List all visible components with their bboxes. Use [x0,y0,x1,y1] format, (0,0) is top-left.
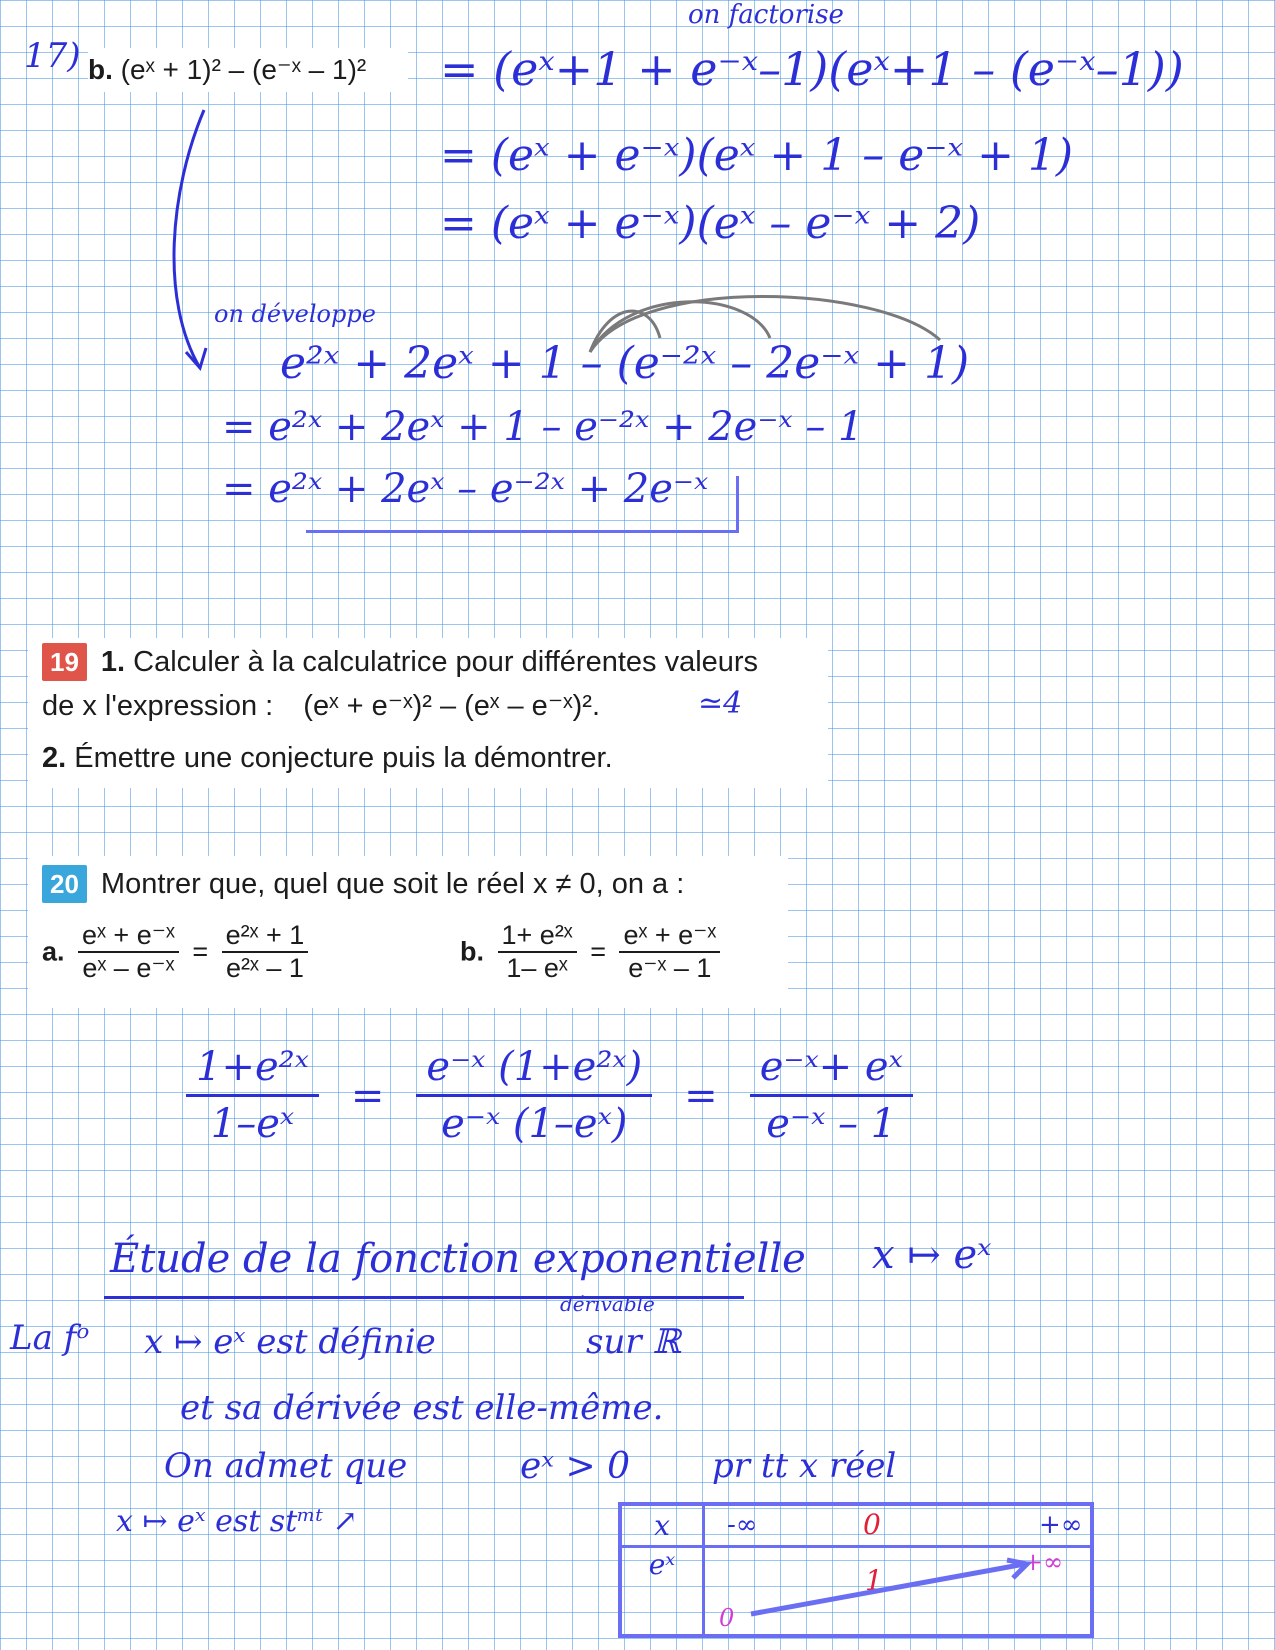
ex20-sol-frac2-num: e⁻ˣ (1+e²ˣ) [416,1044,652,1097]
var-x-minus-inf: -∞ [727,1510,758,1540]
ex20-sol-frac1-den: 1–eˣ [210,1101,295,1147]
ex20-a-rhs-num: e²ˣ + 1 [222,920,309,953]
ex19-q1-number: 1. [100,646,126,678]
study-line1: x ↦ eˣ est définie [144,1322,436,1362]
ex20-solution [176,1044,923,1147]
ex19-badge: 19 [42,643,87,681]
ex17-result-underline [306,530,738,533]
study-line3-end: pr tt x réel [712,1446,897,1486]
variation-table [618,1502,1094,1638]
ex20-sol-eq1: = [350,1072,385,1119]
study-line1-insert: dérivable [560,1292,655,1316]
ex20-b-lhs-num: 1+ e²ˣ [498,920,577,953]
study-line4: x ↦ eˣ est stᵐᵗ ↗ [116,1504,358,1539]
ex19-answer: ≃4 [698,686,743,721]
ex20-box [28,856,788,1008]
ex17-line3: = (eˣ + e⁻ˣ)(eˣ – e⁻ˣ + 2) [440,198,981,249]
var-x-label-cell [620,1504,704,1546]
ex20-a-lhs [78,920,179,984]
ex20-sol-eq2: = [684,1072,718,1119]
ex17-develop-arrow [160,100,240,380]
var-f-label-cell [620,1546,704,1636]
study-line1-end: sur ℝ [586,1322,681,1362]
var-x-zero: 0 [863,1508,881,1541]
var-x-plus-inf: +∞ [1039,1510,1083,1540]
ex17-number: 17) [24,36,81,76]
ex20-b-rhs [619,920,720,984]
ex17-line1: = (eˣ+1 + e⁻ˣ–1)(eˣ+1 – (e⁻ˣ–1)) [440,42,1184,96]
ex17-develop-note: on développe [214,300,376,328]
ex20-intro: Montrer que, quel que soit le réel x ≠ 0, on a : [100,868,685,900]
ex17-factor-note: on factorise [688,0,844,30]
ex20-sol-frac3-num: e⁻ˣ+ eˣ [750,1044,913,1097]
ex20-a-equals: = [192,936,209,967]
ex20-a-lhs-den: eˣ – e⁻ˣ [82,953,175,983]
ex19-q2-number: 2. [42,742,67,774]
ex20-b-rhs-num: eˣ + e⁻ˣ [619,920,720,953]
ex20-b-lhs-den: 1– eˣ [506,953,568,983]
var-f-plus-inf: +∞ [1023,1547,1064,1576]
ex19-q1-text: Calculer à la calculatrice pour différentes valeurs [133,646,759,678]
ex20-b-lhs [498,920,577,984]
ex20-a-rhs [222,920,309,984]
ex20-sol-frac1-num: 1+e²ˣ [186,1044,319,1097]
ex20-sol-frac1 [186,1044,319,1147]
ex17-label: b. [88,54,113,85]
ex20-sol-frac2 [416,1044,652,1147]
study-title: Étude de la fonction exponentielle [110,1236,806,1282]
study-line1-prefix: La fᵒ [10,1318,90,1358]
ex20-sol-frac3-den: e⁻ˣ – 1 [766,1101,897,1147]
ex17-result-bracket [736,476,739,533]
ex20-sol-frac2-den: e⁻ˣ (1–eˣ) [441,1101,628,1147]
ex19-q1-expression: (eˣ + e⁻ˣ)² – (eˣ – e⁻ˣ)². [303,690,601,722]
var-x-values-cell [704,1504,1093,1546]
study-line2: et sa dérivée est elle-même. [180,1388,664,1428]
ex20-a-label: a. [42,936,65,967]
var-f-values-cell [704,1546,1093,1636]
ex17-expression: (eˣ + 1)² – (e⁻ˣ – 1)² [120,54,367,85]
study-title-map: x ↦ eˣ [872,1232,992,1278]
study-line3-inequality: eˣ > 0 [520,1446,631,1487]
ex17-statement [88,48,408,92]
ex20-badge: 20 [42,865,87,903]
var-f-zero: 0 [719,1603,735,1632]
study-line3: On admet que [164,1446,408,1486]
var-f-label: eˣ [648,1547,676,1581]
ex19-q1-text2: de x l'expression : [42,690,274,722]
ex20-b-equals: = [590,936,606,967]
ex17-dev2: = e²ˣ + 2eˣ + 1 – e⁻²ˣ + 2e⁻ˣ – 1 [222,404,864,450]
ex20-sol-frac3 [750,1044,913,1147]
var-f-one: 1 [865,1563,883,1597]
var-increasing-arrow [745,1556,1035,1622]
ex19-q2-text: Émettre une conjecture puis la démontrer. [74,742,613,774]
ex20-a-rhs-den: e²ˣ – 1 [226,953,304,983]
ex17-dev1: e²ˣ + 2eˣ + 1 – (e⁻²ˣ – 2e⁻ˣ + 1) [280,338,970,389]
var-x-label: x [654,1508,670,1542]
ex20-b-rhs-den: e⁻ˣ – 1 [628,953,712,983]
ex17-line2: = (eˣ + e⁻ˣ)(eˣ + 1 – e⁻ˣ + 1) [440,130,1074,181]
ex20-b-label: b. [460,936,484,967]
ex17-dev3: = e²ˣ + 2eˣ – e⁻²ˣ + 2e⁻ˣ [222,466,709,512]
ex20-a-lhs-num: eˣ + e⁻ˣ [78,920,179,953]
